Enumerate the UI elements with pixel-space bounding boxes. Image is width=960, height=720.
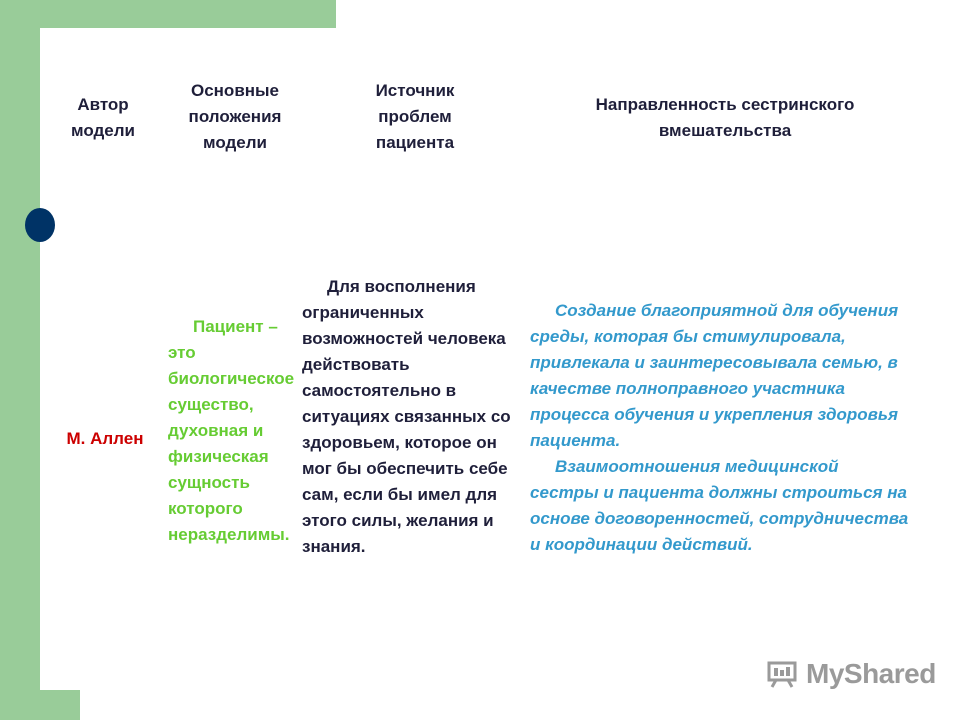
cell-author: М. Аллен <box>66 429 144 448</box>
header-positions: Основные положения модели <box>188 81 282 152</box>
logo-text: MyShared <box>806 658 936 689</box>
decor-green-top <box>40 0 336 28</box>
direction-paragraph-2: Взаимоотношения медицинской сестры и пациента должны строиться на основе договоренностей, сотрудничества и координации действий. <box>530 457 909 554</box>
cell-source <box>302 274 522 560</box>
presentation-board-icon <box>766 660 798 688</box>
positions-text: Пациент – это биологическое существо, духовная и физическая сущность которого неразделимы. <box>168 317 295 544</box>
cell-direction <box>530 298 910 558</box>
decor-green-bottom <box>40 690 80 720</box>
direction-paragraph-1: Создание благоприятной для обучения среды, которая бы стимулировала, привлекала и заинтересовывала семью, в качестве полноправного участника процесса обучения и укрепления здоровья пациента. <box>530 301 899 450</box>
myshared-logo[interactable] <box>766 656 936 690</box>
header-direction: Направленность сестринского вмешательства <box>595 95 855 140</box>
source-text: Для восполнения ограниченных возможностей человека действовать самостоятельно в ситуациях связанных со здоровьем, которое он мог бы обеспечить себе сам, если бы имел для этого силы, желания и знания. <box>302 277 511 556</box>
header-source: Источник проблем пациента <box>375 81 455 152</box>
decor-bullet <box>25 208 55 242</box>
cell-positions <box>168 314 300 548</box>
decor-green-left <box>0 0 40 720</box>
header-author: Автор модели <box>70 95 135 140</box>
